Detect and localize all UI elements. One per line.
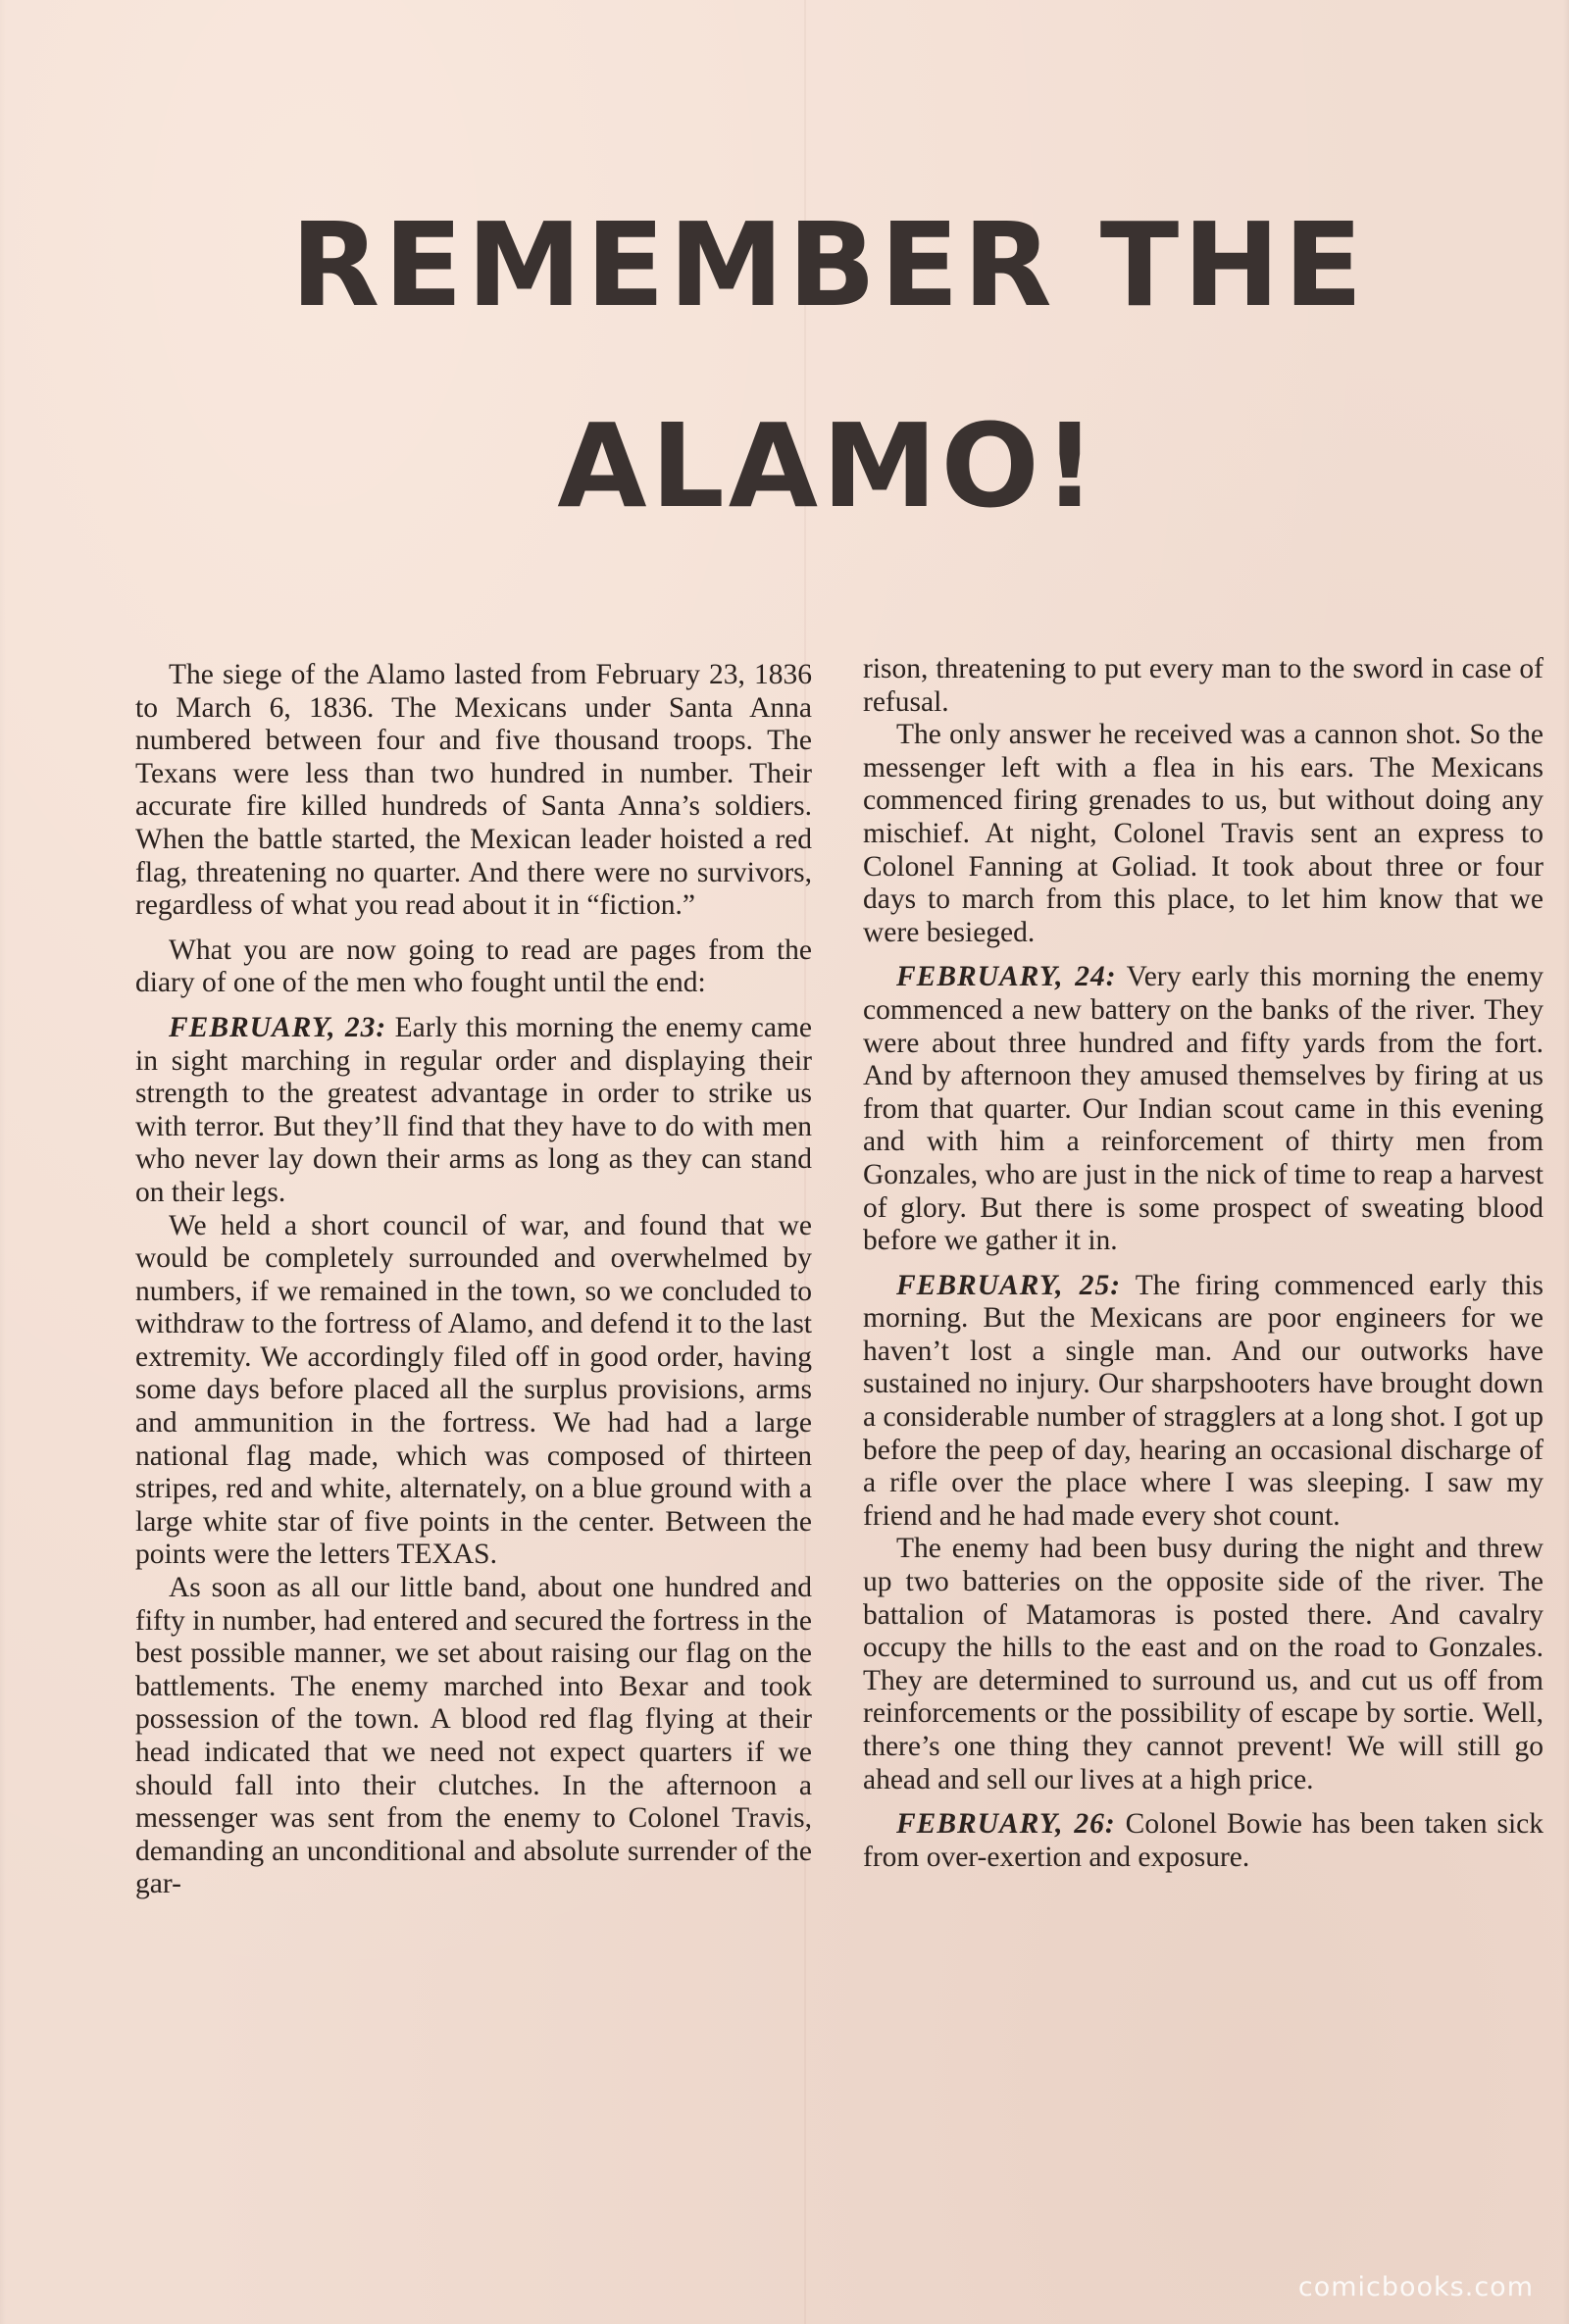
headline-line-1: REMEMBER THE <box>290 197 1367 332</box>
paragraph-feb-26 <box>863 1808 1544 1874</box>
paragraph-cannon-shot <box>863 719 1544 949</box>
paragraph-text: The siege of the Alamo lasted from February 23, 1836 to March 6, 1836. The Mexicans under Santa Anna numbered between four and five thousand troops. The Texans were less than two hundred in number. Their accurate fire killed hundreds of Santa Anna’s soldiers. When the battle started, the Mexican leader hoisted a red flag, threatening no quarter. And there were no survivors, regardless of what you read about it in “fiction.” <box>135 659 812 922</box>
paragraph-text: The firing commenced early this morning. But the Mexicans are poor engineers for we haven’t lost a single man. And our outworks have sustained no injury. Our sharpshooters have brought down a considerable number of stragglers at a long shot. I got up before the peep of day, hearing an occasional discharge of a rifle over the place where I was sleeping. I saw my friend and he had made every shot count. <box>863 1269 1544 1532</box>
left-text-column <box>135 659 812 1901</box>
paragraph-feb-23 <box>135 1012 812 1210</box>
paragraph-batteries <box>863 1533 1544 1796</box>
diary-date: FEBRUARY, 24: <box>896 961 1117 993</box>
headline-line-2: ALAMO! <box>557 398 1100 533</box>
paragraph-feb-25 <box>863 1270 1544 1534</box>
paragraph-text: What you are now going to read are pages from the diary of one of the men who fought until the end: <box>135 934 812 999</box>
paragraph-intro <box>135 659 812 923</box>
paragraph-text: We held a short council of war, and found that we would be completely surrounded and overwhelmed by numbers, if we remained in the town, so we concluded to withdraw to the fortress of Alamo, and defend it to the last extremity. We accordingly filed off in good order, having some days before placed all the surplus provisions, arms and ammunition in the fortress. We had had a large national flag made, which was composed of thirteen stripes, red and white, alternately, on a blue ground with a large white star of five points in the center. Between the points were the letters TEXAS. <box>135 1209 812 1571</box>
paragraph-raising-flag <box>135 1572 812 1901</box>
paragraph-text: As soon as all our little band, about one hundred and fifty in number, had entered and secured the fortress in the best possible manner, we set about raising our flag on the battlements. The enemy marched into Bexar and took possession of the town. A blood red flag flying at their head indicated that we need not expect quarters if we should fall into their clutches. In the afternoon a messenger was sent from the enemy to Colonel Travis, demanding an unconditional and absolute surrender of the gar- <box>135 1572 812 1900</box>
paragraph-feb-24 <box>863 961 1544 1257</box>
paragraph-continued <box>863 653 1544 719</box>
diary-date: FEBRUARY, 25: <box>896 1269 1122 1301</box>
diary-date: FEBRUARY, 23: <box>169 1011 387 1043</box>
paragraph-text: rison, threatening to put every man to the sword in case of refusal. <box>863 653 1544 718</box>
right-text-column <box>863 653 1544 1874</box>
paragraph-text: The enemy had been busy during the night and threw up two batteries on the opposite side of the river. The battalion of Matamoras is posted there. And cavalry occupy the hills to the east and on the road to Gonzales. They are determined to surround us, and cut us off from reinforcements or the possibility of escape by sortie. Well, there’s one thing they cannot prevent! We will still go ahead and sell our lives at a high price. <box>863 1533 1544 1795</box>
paragraph-diary-intro <box>135 935 812 1000</box>
paragraph-text: Colonel Bowie has been taken sick from over-exertion and exposure. <box>863 1808 1544 1873</box>
paragraph-council-of-war <box>135 1210 812 1573</box>
paragraph-text: Very early this morning the enemy commenced a new battery on the banks of the river. They were about three hundred and fifty yards from the fort. And by afternoon they amused themselves by firing at us from that quarter. Our Indian scout came in this evening and with him a reinforcement of thirty men from Gonzales, who are just in the nick of time to reap a harvest of glory. But there is some prospect of sweating blood before we gather it in. <box>863 961 1544 1257</box>
paragraph-text: The only answer he received was a cannon shot. So the messenger left with a flea in his ears. The Mexicans commenced firing grenades to us, but without doing any mischief. At night, Colonel Travis sent an express to Colonel Fanning at Goliad. It took about three or four days to march from this place, to let him know that we were besieged. <box>863 719 1544 948</box>
watermark-text: comicbooks.com <box>1297 2272 1534 2302</box>
paragraph-text: Early this morning the enemy came in sight marching in regular order and displaying their strength to the greatest advantage in order to strike us with terror. But they’ll find that they have to do with men who never lay down their arms as long as they can stand on their legs. <box>135 1011 813 1208</box>
diary-date: FEBRUARY, 26: <box>896 1808 1116 1841</box>
